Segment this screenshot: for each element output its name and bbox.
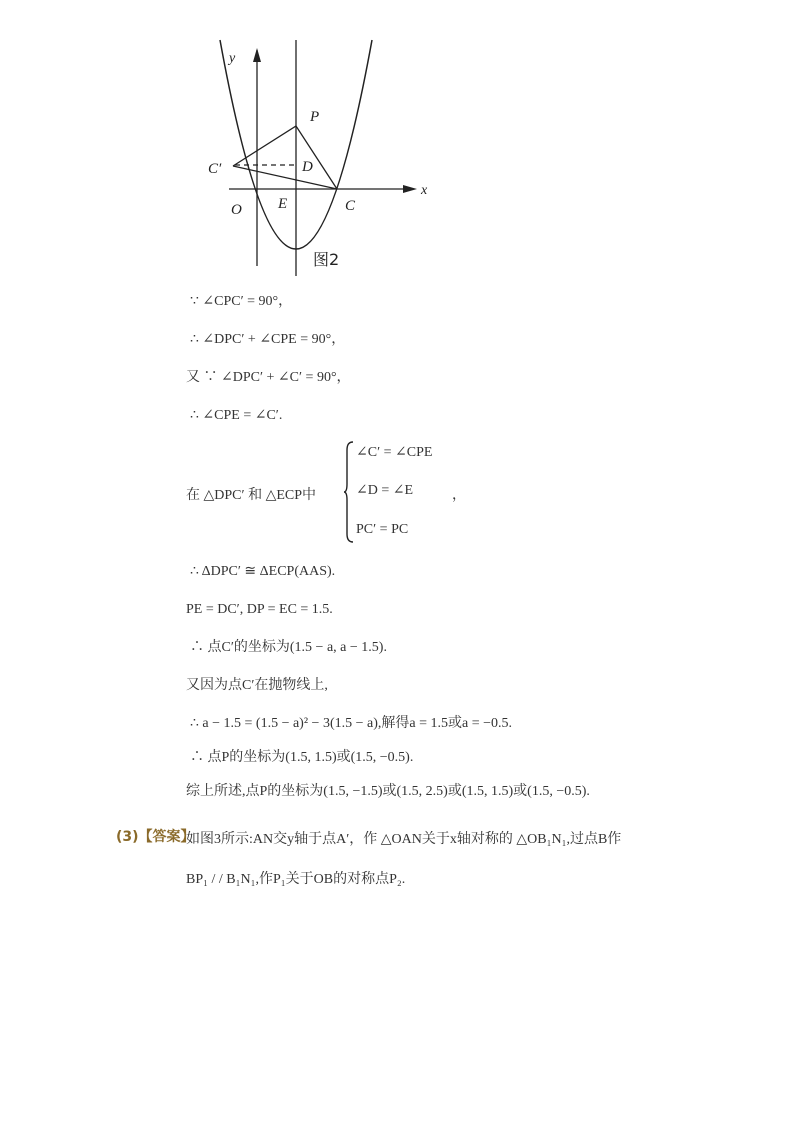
label-c: C: [345, 198, 356, 214]
label-x: x: [421, 183, 428, 198]
answer-line-1: 如图3所示:AN交y轴于点A′，作 △OAN关于x轴对称的 △OB₁N₁,过点B作: [186, 832, 622, 847]
proof-line-10: ∴ a − 1.5 = (1.5 − a)² − 3(1.5 − a),解得a = 1.5或a = −0.5.: [190, 716, 512, 731]
proof-line-9: 又因为点C′在抛物线上,: [186, 678, 328, 693]
congruence-system: [186, 440, 486, 550]
figure-2: [195, 38, 455, 278]
proof-line-7: PE = DC′, DP = EC = 1.5.: [186, 602, 333, 617]
proof-line-3: 又 ∵ ∠DPC′ + ∠C′ = 90°，: [186, 370, 351, 385]
label-e: E: [278, 196, 288, 212]
segment-cp-pc: [233, 126, 337, 189]
segment-cprime-c: [233, 166, 337, 189]
case-3: PC′ = PC: [356, 522, 409, 537]
proof-line-11: ∴ 点P的坐标为(1.5, 1.5)或(1.5, −0.5).: [190, 750, 414, 765]
proof-line-2: ∴ ∠DPC′ + ∠CPE = 90°，: [190, 332, 346, 347]
label-cprime: C′: [208, 161, 222, 177]
proof-line-6: ∴ ΔDPC′ ≅ ΔECP(AAS).: [190, 564, 336, 579]
y-axis-arrow: [253, 48, 261, 62]
label-o: O: [231, 202, 242, 218]
label-p: P: [310, 109, 320, 125]
label-y: y: [229, 51, 236, 66]
answer-line-2: BP₁ / / B₁N₁,作P₁关于OB的对称点P₂.: [186, 872, 406, 887]
label-d: D: [302, 159, 313, 175]
conclusion-line: 综上所述,点P的坐标为(1.5, −1.5)或(1.5, 2.5)或(1.5, 1.5)或(1.5, −0.5).: [186, 784, 590, 799]
proof-line-1: ∵ ∠CPC′ = 90°，: [190, 294, 293, 309]
congruence-comma: ，: [452, 488, 466, 503]
proof-line-4: ∴ ∠CPE = ∠C′.: [190, 408, 283, 423]
figure-caption: 图2: [313, 250, 340, 269]
case-2: ∠D = ∠E: [356, 483, 414, 498]
left-brace-icon: [344, 440, 354, 544]
x-axis-arrow: [403, 185, 417, 193]
congruence-lead: 在 △DPC′ 和 △ECP中: [186, 488, 317, 503]
answer-label: (3)【答案】: [116, 829, 195, 845]
proof-line-8: ∴ 点C′的坐标为(1.5 − a, a − 1.5).: [190, 640, 387, 655]
case-1: ∠C′ = ∠CPE: [356, 445, 433, 460]
